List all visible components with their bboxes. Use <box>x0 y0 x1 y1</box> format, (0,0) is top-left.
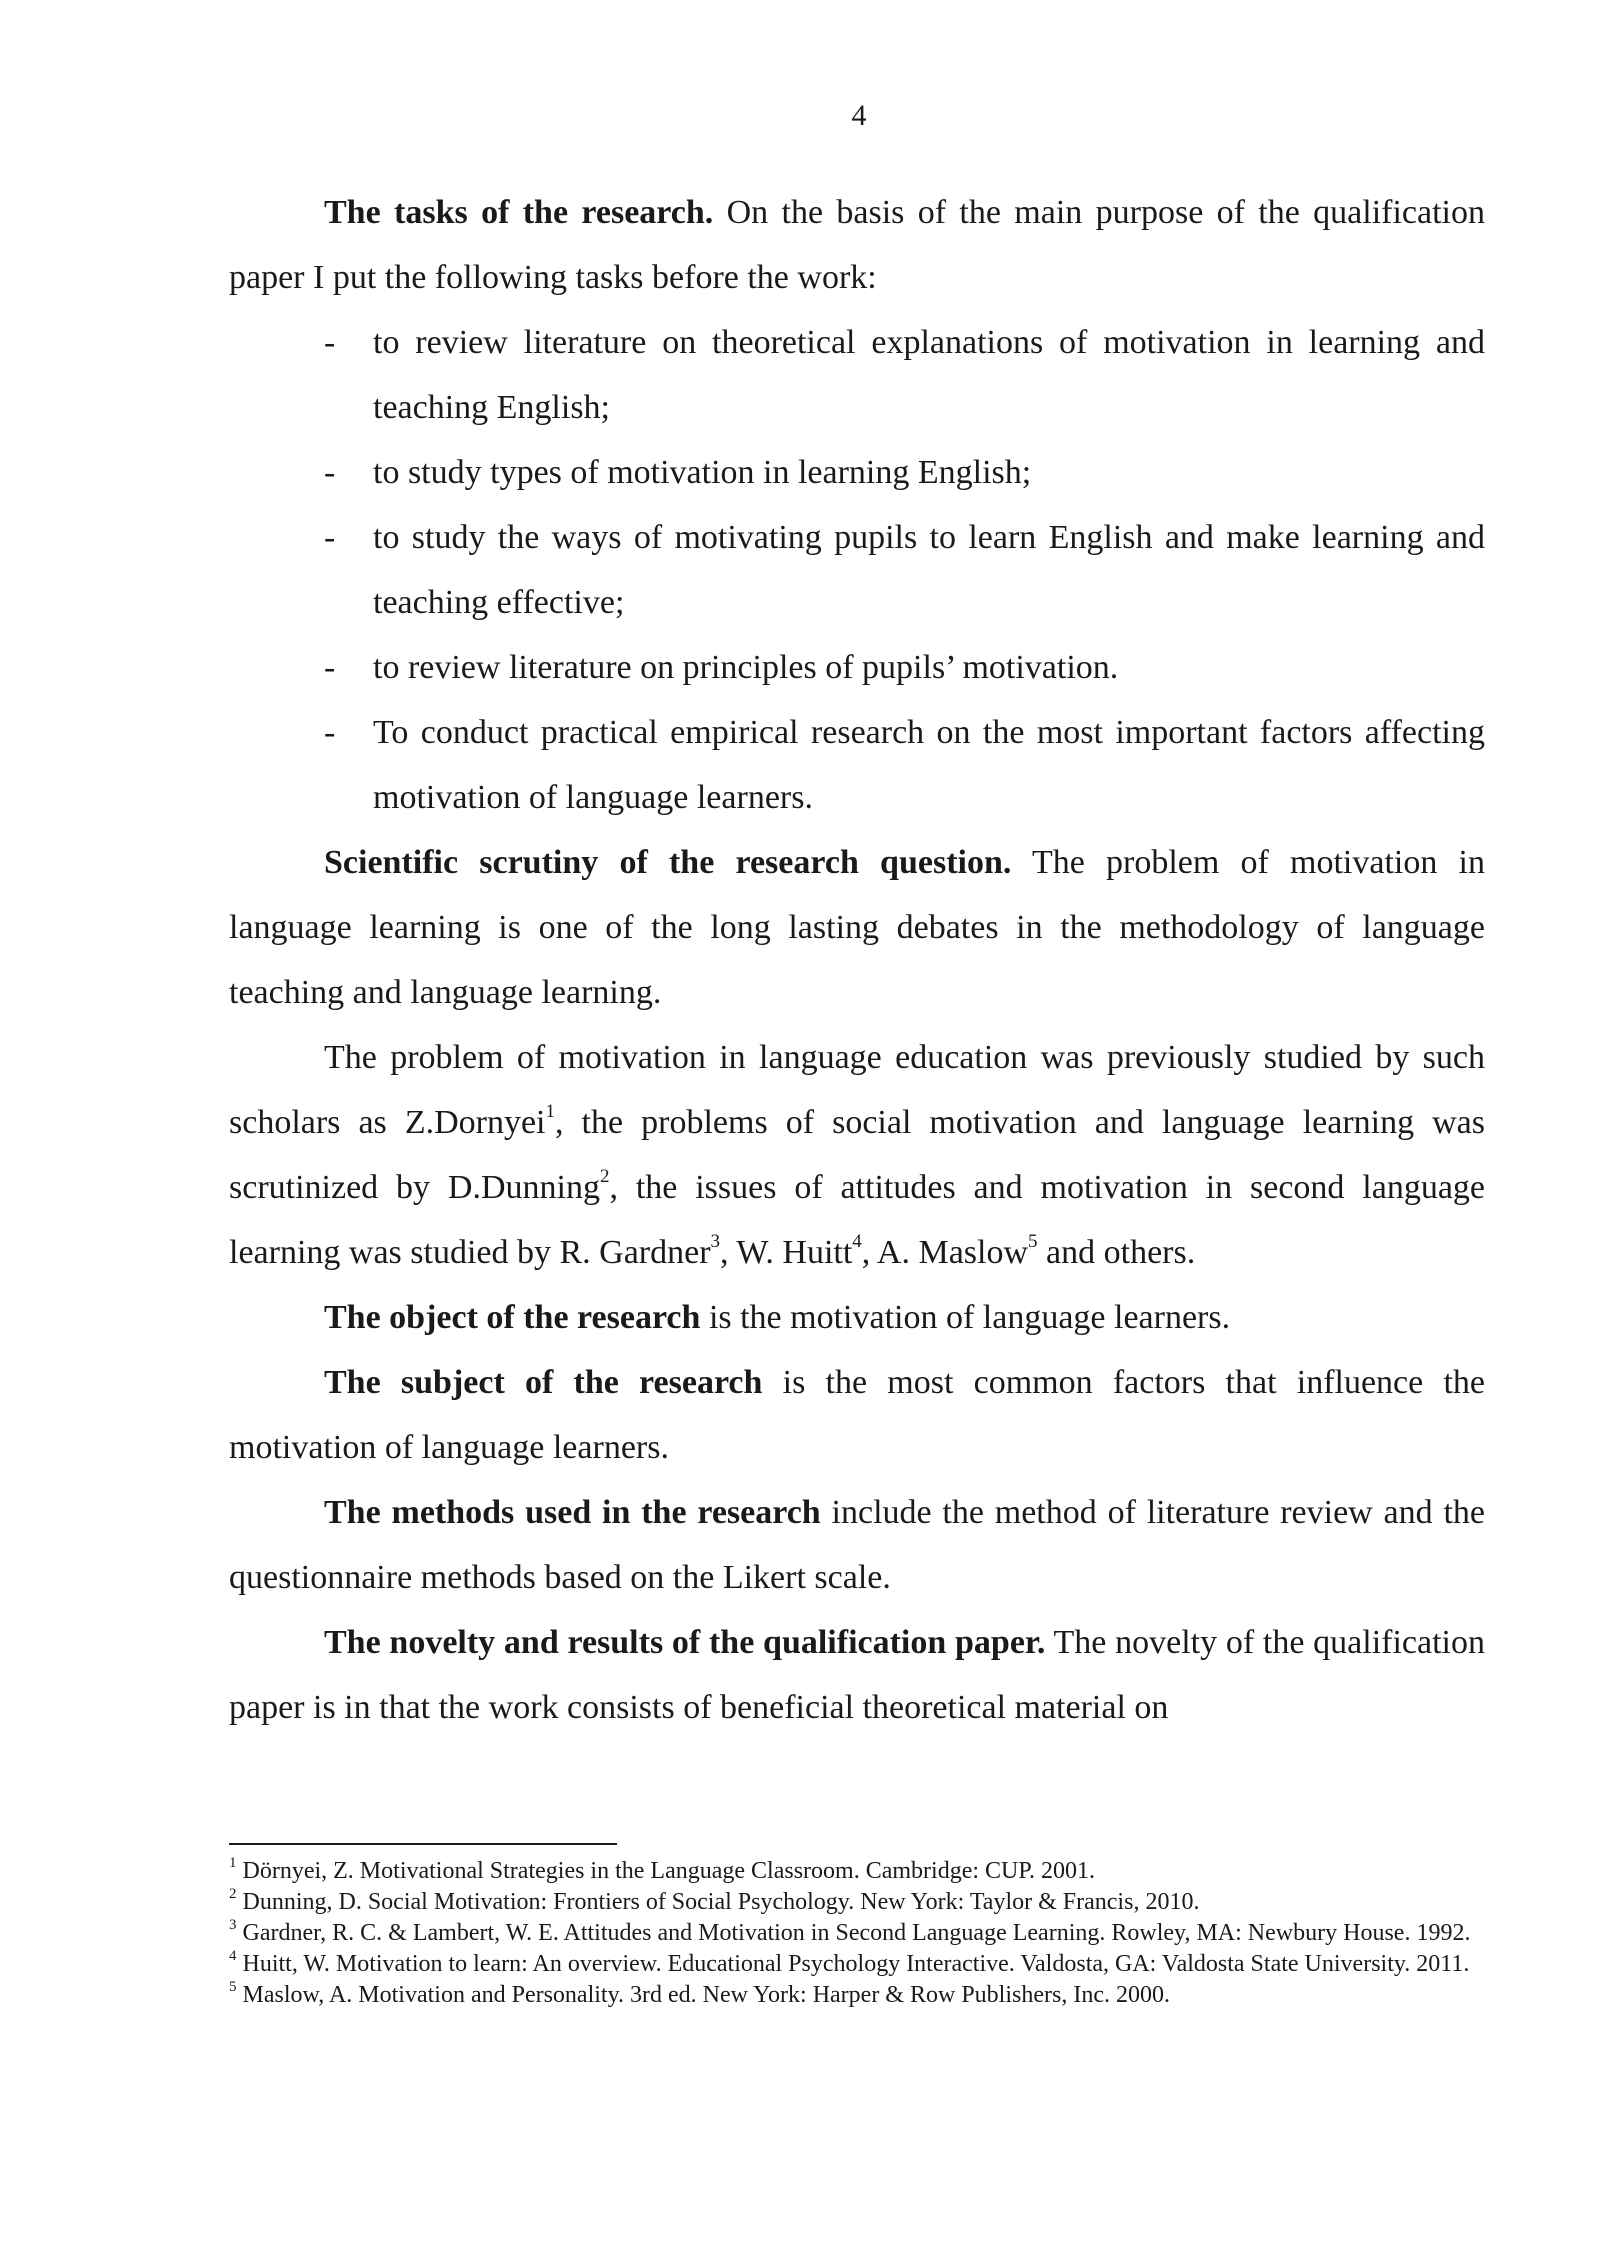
object-heading: The object of the research <box>324 1299 701 1336</box>
main-text <box>229 180 1485 1740</box>
footnote-text: Dörnyei, Z. Motivational Strategies in the Language Classroom. Cambridge: CUP. 2001. <box>236 1858 1096 1884</box>
footnote-number: 5 <box>229 1979 237 1995</box>
task-list <box>229 310 1485 830</box>
novelty-heading: The novelty and results of the qualification paper. <box>324 1624 1046 1661</box>
footnote-text: Dunning, D. Social Motivation: Frontiers of Social Psychology. New York: Taylor & Francis, 2010. <box>236 1889 1200 1915</box>
footnote <box>229 1887 1485 1918</box>
list-dash: - <box>324 454 336 491</box>
list-item <box>229 635 1485 700</box>
footnote-ref[interactable]: 3 <box>710 1230 721 1252</box>
previous-studies-text: , the problems of social motivation and language learning was scrutinized by D.Dunning <box>229 1104 1486 1206</box>
list-dash: - <box>324 649 336 686</box>
tasks-paragraph <box>229 180 1485 310</box>
methods-text: include the method of literature review and the questionnaire methods based on the Likert scale. <box>229 1494 1485 1596</box>
list-item <box>229 700 1485 830</box>
footnote-number: 3 <box>229 1917 237 1933</box>
novelty-paragraph <box>229 1610 1485 1740</box>
list-dash: - <box>324 519 336 556</box>
subject-heading: The subject of the research <box>324 1364 763 1401</box>
subject-text: is the most common factors that influence the motivation of language learners. <box>229 1364 1485 1466</box>
novelty-text: The novelty of the qualification paper is in that the work consists of beneficial theoretical material on <box>229 1624 1485 1726</box>
subject-paragraph <box>229 1350 1485 1480</box>
footnote-text: Huitt, W. Motivation to learn: An overview. Educational Psychology Interactive. Valdosta, GA: Valdosta State University. 2011. <box>236 1951 1470 1977</box>
list-item <box>229 505 1485 635</box>
methods-paragraph <box>229 1480 1485 1610</box>
previous-studies-text: The problem of motivation in language education was previously studied by such scholars as Z.Dornyei <box>229 1039 1485 1141</box>
footnote-text: Gardner, R. C. & Lambert, W. E. Attitudes and Motivation in Second Language Learning. Rowley, MA: Newbury House. 1992. <box>236 1920 1471 1946</box>
footnotes <box>229 1856 1485 2011</box>
list-item-text: to study types of motivation in learning English; <box>373 454 1032 491</box>
footnote-separator <box>229 1843 617 1845</box>
footnote-ref[interactable]: 1 <box>545 1100 556 1122</box>
list-item <box>229 440 1485 505</box>
object-text: is the motivation of language learners. <box>700 1299 1231 1336</box>
footnote-ref[interactable]: 2 <box>599 1165 610 1187</box>
previous-studies-paragraph <box>229 1025 1485 1285</box>
list-item-text: to review literature on principles of pupils’ motivation. <box>373 649 1119 686</box>
list-dash: - <box>324 714 336 751</box>
previous-studies-text: , W. Huitt <box>720 1234 853 1271</box>
previous-studies-text: and others. <box>1037 1234 1196 1271</box>
footnote-number: 1 <box>229 1855 237 1871</box>
list-item-text: To conduct practical empirical research on the most important factors affecting motivation of language learners. <box>373 714 1485 816</box>
list-dash: - <box>324 324 336 361</box>
footnote <box>229 1980 1485 2011</box>
footnote <box>229 1856 1485 1887</box>
list-item-text: to review literature on theoretical explanations of motivation in learning and teaching English; <box>373 324 1485 426</box>
scrutiny-text: The problem of motivation in language learning is one of the long lasting debates in the methodology of language teaching and language learning. <box>229 844 1485 1011</box>
list-item-text: to study the ways of motivating pupils to learn English and make learning and teaching effective; <box>373 519 1485 621</box>
methods-heading: The methods used in the research <box>324 1494 821 1531</box>
footnote-number: 2 <box>229 1886 237 1902</box>
tasks-heading: The tasks of the research. <box>324 194 714 231</box>
footnote-ref[interactable]: 4 <box>852 1230 862 1252</box>
footnote-text: Maslow, A. Motivation and Personality. 3rd ed. New York: Harper & Row Publishers, Inc. 2000. <box>236 1982 1170 2008</box>
footnote <box>229 1949 1485 1980</box>
scrutiny-heading: Scientific scrutiny of the research question. <box>324 844 1012 881</box>
object-paragraph <box>229 1285 1485 1350</box>
footnote-number: 4 <box>229 1948 237 1964</box>
previous-studies-text: , A. Maslow <box>861 1234 1029 1271</box>
tasks-intro: On the basis of the main purpose of the qualification paper I put the following tasks before the work: <box>229 194 1486 296</box>
footnote-ref[interactable]: 5 <box>1028 1230 1038 1252</box>
footnote <box>229 1918 1485 1949</box>
previous-studies-text: , the issues of attitudes and motivation in second language learning was studied by R. Gardner <box>229 1169 1486 1271</box>
list-item <box>229 310 1485 440</box>
page-number: 4 <box>851 99 867 132</box>
scrutiny-paragraph <box>229 830 1485 1025</box>
